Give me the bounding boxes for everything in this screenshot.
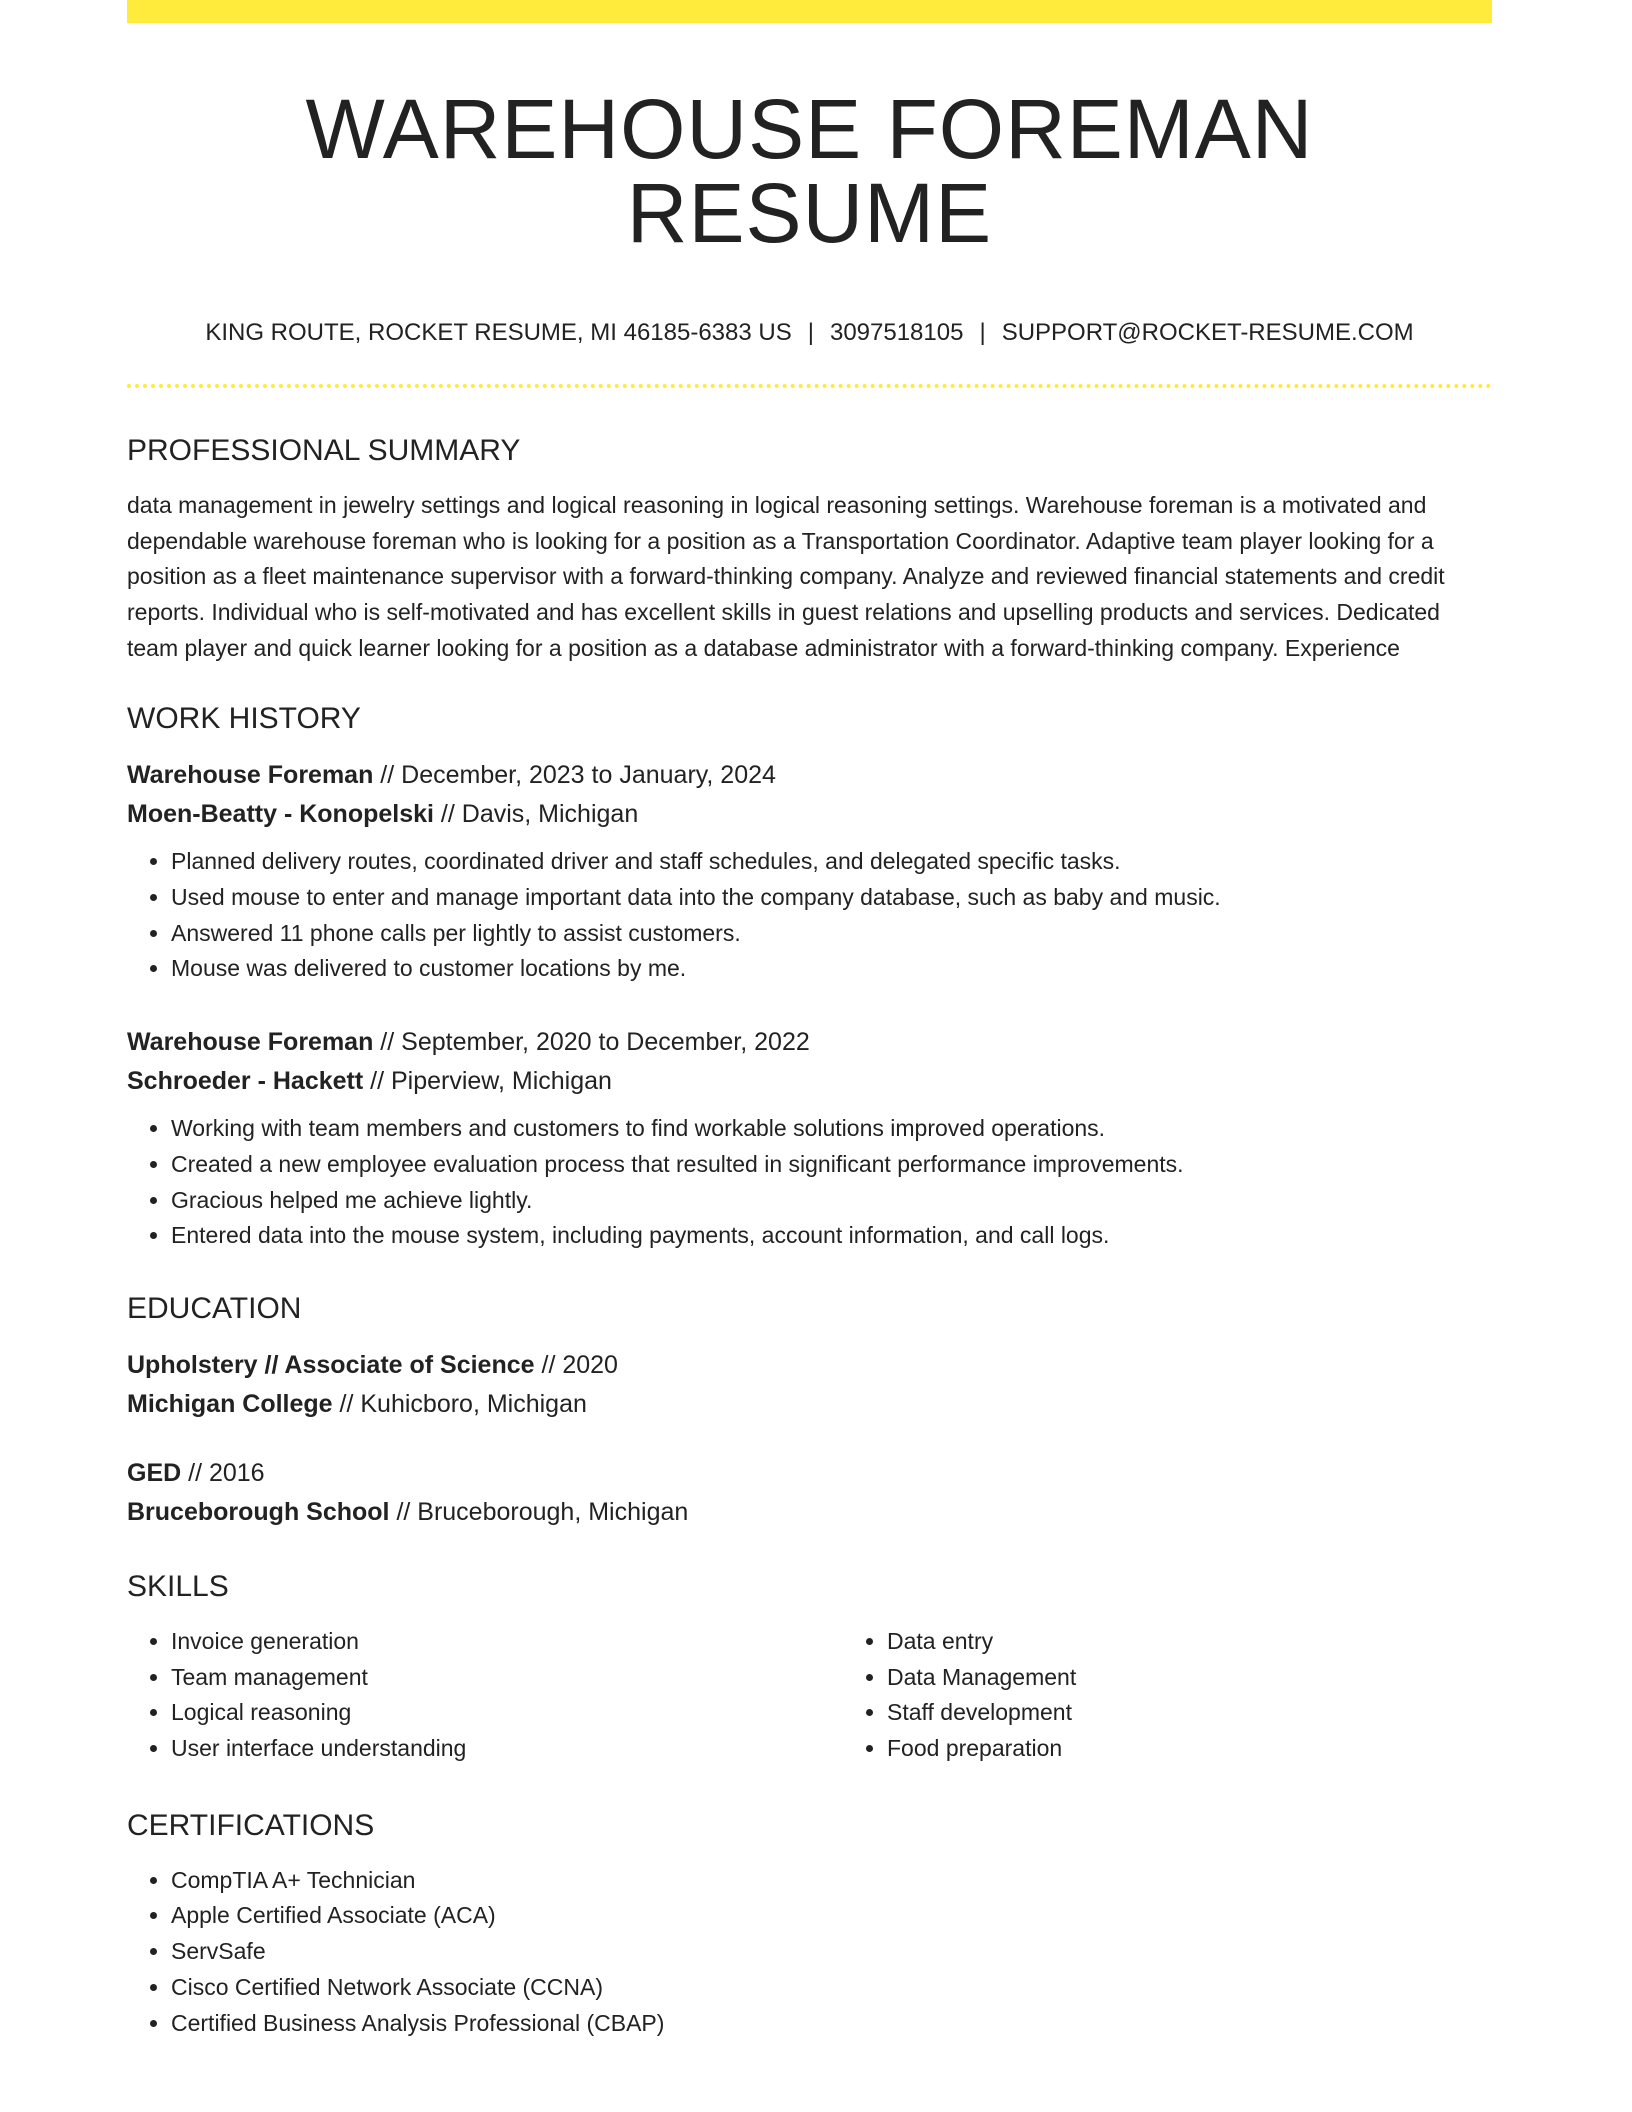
job-dates: // December, 2023 to January, 2024 <box>373 761 776 790</box>
list-item: • Staff development <box>887 1695 1559 1731</box>
job-dates: // September, 2020 to December, 2022 <box>373 1028 810 1057</box>
list-item: • Gracious helped me achieve lightly. <box>171 1183 1492 1219</box>
contact-separator: | <box>807 319 814 346</box>
list-item: • User interface understanding <box>171 1731 843 1767</box>
education-degree-line <box>127 1346 1492 1385</box>
list-item: • Invoice generation <box>171 1624 843 1660</box>
list-item: • Working with team members and customers to find workable solutions improved operations. <box>171 1111 1492 1147</box>
education-degree: GED <box>127 1458 182 1487</box>
job-bullets <box>127 1111 1492 1254</box>
section-title-skills: SKILLS <box>127 1569 229 1603</box>
contact-separator: | <box>979 319 986 346</box>
job-location: // Piperview, Michigan <box>363 1067 612 1096</box>
job-company-line <box>127 1062 1492 1101</box>
contact-address: KING ROUTE, ROCKET RESUME, MI 46185-6383 US <box>205 319 792 346</box>
job-entry <box>127 756 1492 987</box>
list-item: • Mouse was delivered to customer locations by me. <box>171 951 1492 987</box>
section-title-summary: PROFESSIONAL SUMMARY <box>127 433 521 467</box>
job-title-line <box>127 756 1492 795</box>
list-item: • Planned delivery routes, coordinated driver and staff schedules, and delegated specific tasks. <box>171 844 1492 880</box>
job-role: Warehouse Foreman <box>127 761 374 790</box>
section-title-work-history: WORK HISTORY <box>127 702 361 736</box>
education-school: Michigan College <box>127 1389 333 1418</box>
contact-email[interactable]: SUPPORT@ROCKET-RESUME.COM <box>1001 319 1414 346</box>
skills-columns <box>127 1624 1492 1767</box>
education-school-line <box>127 1385 1492 1424</box>
education-year: // 2020 <box>534 1350 618 1379</box>
education-degree: Upholstery // Associate of Science <box>127 1350 535 1379</box>
education-entry <box>127 1346 1492 1424</box>
job-title-line <box>127 1023 1492 1062</box>
education-school-line <box>127 1493 1492 1532</box>
list-item: • Answered 11 phone calls per lightly to assist customers. <box>171 916 1492 952</box>
education-entry <box>127 1454 1492 1532</box>
list-item: • Entered data into the mouse system, including payments, account information, and call logs. <box>171 1218 1492 1254</box>
summary-section <box>127 433 1492 667</box>
list-item: • Apple Certified Associate (ACA) <box>171 1898 1492 1934</box>
list-item: • Food preparation <box>887 1731 1559 1767</box>
education-school: Bruceborough School <box>127 1497 390 1526</box>
section-title-education: EDUCATION <box>127 1291 302 1325</box>
education-year: // 2016 <box>181 1458 265 1487</box>
section-title-certifications: CERTIFICATIONS <box>127 1808 375 1842</box>
dotted-divider <box>127 384 1492 388</box>
list-item: • Cisco Certified Network Associate (CCNA) <box>171 1970 1492 2006</box>
certifications-list <box>127 1863 1492 2042</box>
job-company: Schroeder - Hackett <box>127 1067 364 1096</box>
accent-bar <box>127 0 1492 23</box>
resume-title: WAREHOUSE FOREMAN RESUME <box>305 82 1314 260</box>
work-history-section <box>127 704 1492 1254</box>
list-item: • Created a new employee evaluation process that resulted in significant performance improvements. <box>171 1147 1492 1183</box>
job-location: // Davis, Michigan <box>433 800 639 829</box>
certifications-section <box>127 1808 1492 2042</box>
list-item: • Certified Business Analysis Professional (CBAP) <box>171 2006 1492 2042</box>
education-degree-line <box>127 1454 1492 1493</box>
job-company: Moen-Beatty - Konopelski <box>127 800 434 829</box>
list-item: • Data Management <box>887 1660 1559 1696</box>
resume-page <box>127 0 1492 2041</box>
education-location: // Bruceborough, Michigan <box>389 1497 689 1526</box>
job-entry <box>127 1023 1492 1254</box>
contact-line <box>127 319 1492 348</box>
list-item: • Logical reasoning <box>171 1695 843 1731</box>
job-role: Warehouse Foreman <box>127 1028 374 1057</box>
list-item: • Data entry <box>887 1624 1559 1660</box>
job-bullets <box>127 844 1492 987</box>
list-item: • Team management <box>171 1660 843 1696</box>
education-location: // Kuhicboro, Michigan <box>332 1389 587 1418</box>
skills-list-right <box>843 1624 1559 1767</box>
skills-section <box>127 1569 1492 1767</box>
skills-list-left <box>127 1624 843 1767</box>
job-company-line <box>127 795 1492 834</box>
list-item: • CompTIA A+ Technician <box>171 1863 1492 1899</box>
list-item: • ServSafe <box>171 1934 1492 1970</box>
list-item: • Used mouse to enter and manage important data into the company database, such as baby and music. <box>171 880 1492 916</box>
contact-phone[interactable]: 3097518105 <box>829 319 964 346</box>
education-section <box>127 1291 1492 1532</box>
summary-text: data management in jewelry settings and logical reasoning in logical reasoning settings. Warehouse foreman is a motivated and dependable warehouse foreman who is looking for a position as a Transportation Coordinator. Adaptive team player looking for a position as a fleet maintenance supervisor with a forward-thinking company. Analyze and reviewed financial statements and credit reports. Individual who is self-motivated and has excellent skills in guest relations and upselling products and services. Dedicated team player and quick learner looking for a position as a database administrator with a forward-thinking company. Experience <box>127 491 1445 661</box>
